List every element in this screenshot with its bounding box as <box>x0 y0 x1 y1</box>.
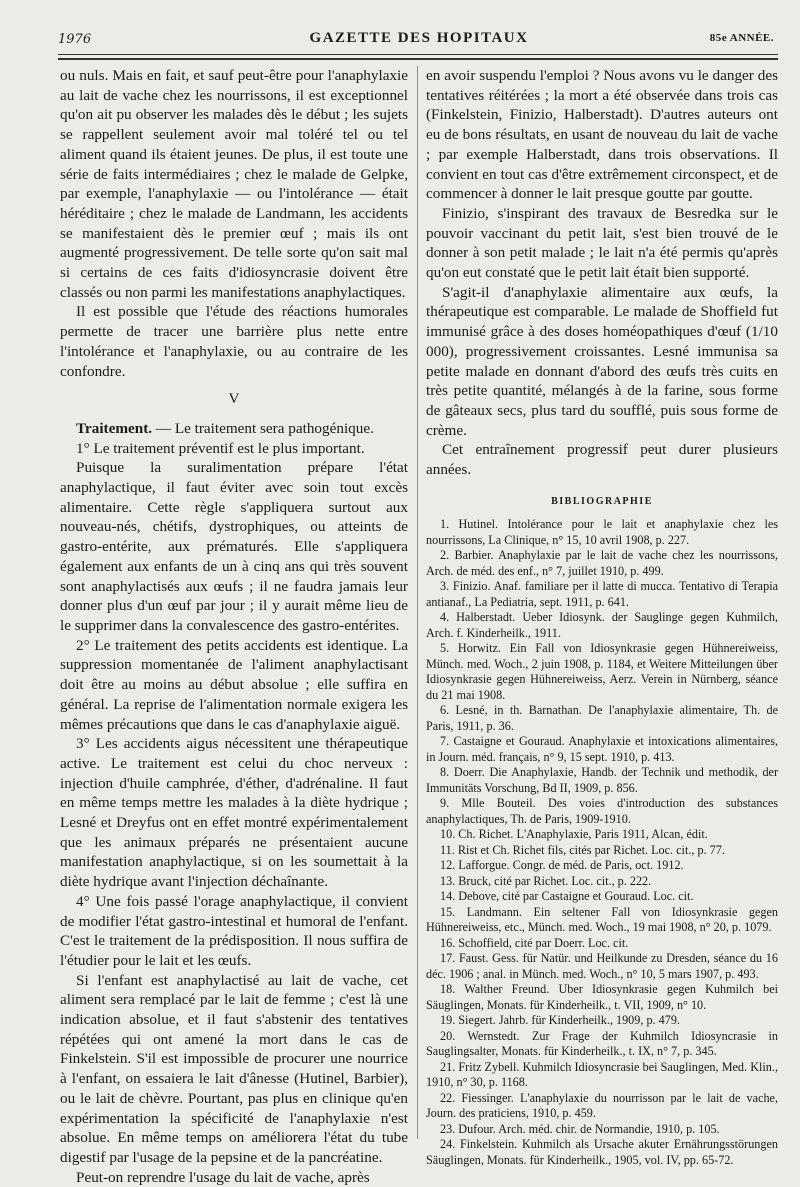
paragraph: Il est possible que l'étude des réactions humorales permette de tracer une barrière plus nette entre l'intolérance et l'anaphylaxie, ou au contraire de les confondre. <box>60 303 408 380</box>
paragraph: Si l'enfant est anaphylactisé au lait de vache, cet aliment sera remplacé par le lait de femme ; c'est là une indication absolue, et il faut s'abstenir des tentatives répétées qui ont amené la mort dans le cas de Finkelstein. S'il est impossible de procurer une nourrice à l'enfant, on essaiera le lait d'ânesse (Hutinel, Barbier), ou le lait de chèvre. Pourtant, pas plus en clinique qu'en expérimentation la spécificité de l'anaphylaxie n'est absolue. En même temps on améliorera l'état du tube digestif par l'usage de la pepsine et de la pancréatine. <box>60 971 408 1166</box>
left-column <box>60 66 408 1186</box>
bibliography-entry: 13. Bruck, cité par Richet. Loc. cit., p. 222. <box>440 873 652 888</box>
page-number: 1976 <box>58 32 92 47</box>
bibliography-entry: 24. Finkelstein. Kuhmilch als Ursache akuter Ernährungsstörungen Säuglingen, Monats. für Kinderheilk., 1905, vol. IV, pp. 65-72. <box>426 1137 778 1167</box>
bibliography-entry: 14. Debove, cité par Castaigne et Gouraud. Loc. cit. <box>440 889 694 904</box>
bibliography-entry: 5. Horwitz. Ein Fall von Idiosynkrasie gegen Hühnereiweiss, Münch. med. Woch., 2 juin 1908, p. 1184, et Weitere Mitteilungen über Idiosynkrasie gegen Hühnereiweiss, Aerz. Verein in Nürnberg, séance du 21 mai 1908. <box>426 641 778 702</box>
paragraph: Finizio, s'inspirant des travaux de Besredka sur le pouvoir vaccinant du petit lait, s'est bien trouvé de le donner à son petit malade ; le lait n'a été permis qu'après qu'on eut constaté que le petit lait était bien supporté. <box>426 204 778 282</box>
paragraph: S'agit-il d'anaphylaxie alimentaire aux œufs, la thérapeutique est comparable. Le malade de Shoffield fut immunisé grâce à des doses homéopathiques d'œuf (1/10 000), progressivement croissantes. Lesné immunisa sa petite malade en donnant d'abord des œufs très cuits en très petite quantité, mélangés à de la farine, sous forme de gâteaux secs, plus tard du soufflé, puis sous forme de crème. <box>426 283 778 439</box>
treatment-paragraph <box>60 419 408 439</box>
bibliography-entry: 21. Fritz Zybell. Kuhmilch Idiosyncrasie bei Sauglingen, Med. Klin., 1910, n° 30, p. 1168. <box>426 1059 778 1090</box>
column-divider <box>417 66 418 1139</box>
treatment-intro: — Le traitement sera pathogénique. <box>152 419 374 437</box>
paragraph: 1° Le traitement préventif est le plus important. <box>76 439 365 457</box>
right-column <box>426 66 778 1167</box>
bibliography-entry: 18. Walther Freund. Uber Idiosynkrasie gegen Kuhmilch bei Säuglingen, Monats. für Kinderheilk., t. VII, 1909, n° 10. <box>426 982 778 1012</box>
section-number: V <box>228 390 240 408</box>
paragraph: 4° Une fois passé l'orage anaphylactique, il convient de modifier l'état gastro-intestinal et humoral de l'enfant. C'est le traitement de la prédisposition. Il nous suffira de l'étudier pour le lait et les œufs. <box>60 892 408 969</box>
bibliography-entry: 16. Schoffield, cité par Doerr. Loc. cit. <box>440 935 629 950</box>
section-heading: Traitement. <box>76 419 153 437</box>
bibliography-entry: 7. Castaigne et Gouraud. Anaphylaxie et intoxications alimentaires, in Journ. méd. français, n° 9, 15 sept. 1910, p. 413. <box>426 734 778 764</box>
header-rule-thick <box>58 58 778 60</box>
header-rule <box>58 54 778 55</box>
page-header <box>58 30 780 50</box>
bibliography-entry: 11. Rist et Ch. Richet fils, cités par Richet. Loc. cit., p. 77. <box>440 842 725 857</box>
bibliography-entry: 2. Barbier. Anaphylaxie par le lait de vache chez les nourrissons, Arch. de méd. des enf., n° 7, juillet 1910, p. 499. <box>426 548 778 578</box>
bibliography-list <box>426 517 778 1168</box>
bibliography-entry: 23. Dufour. Arch. méd. chir. de Normandie, 1910, p. 105. <box>440 1121 720 1136</box>
bibliography-entry: 15. Landmann. Ein seltener Fall von Idiosynkrasie gegen Hühnereiweiss, etc., Münch. med. Woch., 19 mai 1908, n° 20, p. 1079. <box>426 904 778 935</box>
paragraph: 2° Le traitement des petits accidents est identique. La suppression momentanée de l'aliment anaphylactisant doit être au moins au début absolue ; elle suffira en général. La reprise de l'alimentation normale exigera les mêmes précautions que dans le cas d'anaphylaxie aiguë. <box>60 636 408 733</box>
bibliography-entry: 19. Siegert. Jahrb. für Kinderheilk., 1909, p. 479. <box>440 1013 680 1028</box>
bibliography-entry: 3. Finizio. Anaf. familiare per il latte di mucca. Tentativo di Terapia antianaf., La Pediatria, sept. 1911, p. 641. <box>426 579 778 609</box>
paragraph: ou nuls. Mais en fait, et sauf peut-être pour l'anaphylaxie au lait de vache chez les nourrissons, il est exceptionnel qu'on ait pu observer les malades dès le début ; les sujets se rappellent seulement avoir mal toléré tel ou tel aliment quand ils étaient jeunes. De plus, il est toute une série de faits intermédiaires ; chez le malade de Gelpke, par exemple, l'anaphylaxie — ou l'intolérance — était héréditaire ; chez le malade de Landmann, les accidents se manifestaient dès le premier œuf ; mais ils ont augmenté progressivement. De telle sorte qu'on sait mal si certains de ces faits d'idiosyncrasie doivent être classés ou non parmi les manifestations anaphylactiques. <box>60 67 408 301</box>
bibliography-entry: 10. Ch. Richet. L'Anaphylaxie, Paris 1911, Alcan, édit. <box>440 827 708 842</box>
bibliography-entry: 17. Faust. Gess. für Natür. und Heilkunde zu Dresden, séance du 16 déc. 1906 ; anal. in Münch. med. Woch., n° 10, 5 mars 1907, p. 493. <box>426 951 778 981</box>
bibliography-entry: 12. Lafforgue. Congr. de méd. de Paris, oct. 1912. <box>440 858 684 873</box>
journal-title: GAZETTE DES HOPITAUX <box>309 30 529 46</box>
bibliography-entry: 4. Halberstadt. Ueber Idiosynk. der Sauglinge gegen Kuhmilch, Arch. f. Kinderheilk., 1911. <box>426 610 778 640</box>
volume-year: 85e ANNÉE. <box>709 32 774 44</box>
paragraph: en avoir suspendu l'emploi ? Nous avons vu le danger des tentatives réitérées ; la mort a été observée dans trois cas (Finkelstein, Finizio, Halberstadt). D'autres auteurs ont eu de bons résultats, en usant de nouveau du lait de vache ; par exemple Halberstadt, dans trois observations. Il convient en tout cas d'être extrêmement circonspect, et de commencer à donner le lait presque goutte par goutte. <box>426 67 778 203</box>
bibliography-entry: 20. Wernstedt. Zur Frage der Kuhmilch Idiosyncrasie in Sauglingsalter, Monats. für Kinderheilk., t. IX, n° 7, p. 345. <box>426 1028 778 1059</box>
bibliography-entry: 9. Mlle Bouteil. Des voies d'introduction des substances anaphylactiques, Th. de Paris, 1909-1910. <box>426 796 778 826</box>
bibliography-entry: 1. Hutinel. Intolérance pour le lait et anaphylaxie chez les nourrissons, La Clinique, n° 15, 10 avril 1908, p. 227. <box>426 517 778 547</box>
bibliography-entry: 22. Fiessinger. L'anaphylaxie du nourrisson par le lait de vache, Journ. des praticiens, 1910, p. 459. <box>426 1090 778 1121</box>
paragraph: Cet entraînement progressif peut durer plusieurs années. <box>426 441 778 479</box>
paragraph: 3° Les accidents aigus nécessitent une thérapeutique active. Le traitement est celui du choc nerveux : injection d'huile camphrée, d'éther, d'adrénaline. Il faut en même temps mettre les malades à la diète hydrique ; Lesné et Dreyfus ont en effet montré expérimentalement que les animaux préparés ne présentaient aucune manifestation anaphylactique, si on les soumettait à la diète hydrique avant l'injection déchaînante. <box>60 735 408 891</box>
paragraph: Puisque la suralimentation prépare l'état anaphylactique, il faut éviter avec soin tout excès alimentaire. Cette règle s'appliquera surtout aux nouveau-nés, chétifs, dystrophiques, ou atteints de gastro-entérite, aux prématurés. Elle s'appliquera également aux enfants de un à cinq ans qui très souvent sont anaphylactisés aux œufs ; il ne faudra jamais leur donner plus d'un œuf par jour ; il y aurait même lieu de le supprimer dans la convalescence des gastro-entérites. <box>60 459 408 634</box>
bibliography-entry: 6. Lesné, in th. Barnathan. De l'anaphylaxie alimentaire, Th. de Paris, 1911, p. 36. <box>426 703 778 733</box>
paragraph: Peut-on reprendre l'usage du lait de vache, après <box>76 1168 370 1186</box>
bibliography-entry: 8. Doerr. Die Anaphylaxie, Handb. der Technik und methodik, der Immunitäts Vorschung, Bd II, 1909, p. 856. <box>426 765 778 795</box>
bibliography-title: BIBLIOGRAPHIE <box>551 495 653 507</box>
